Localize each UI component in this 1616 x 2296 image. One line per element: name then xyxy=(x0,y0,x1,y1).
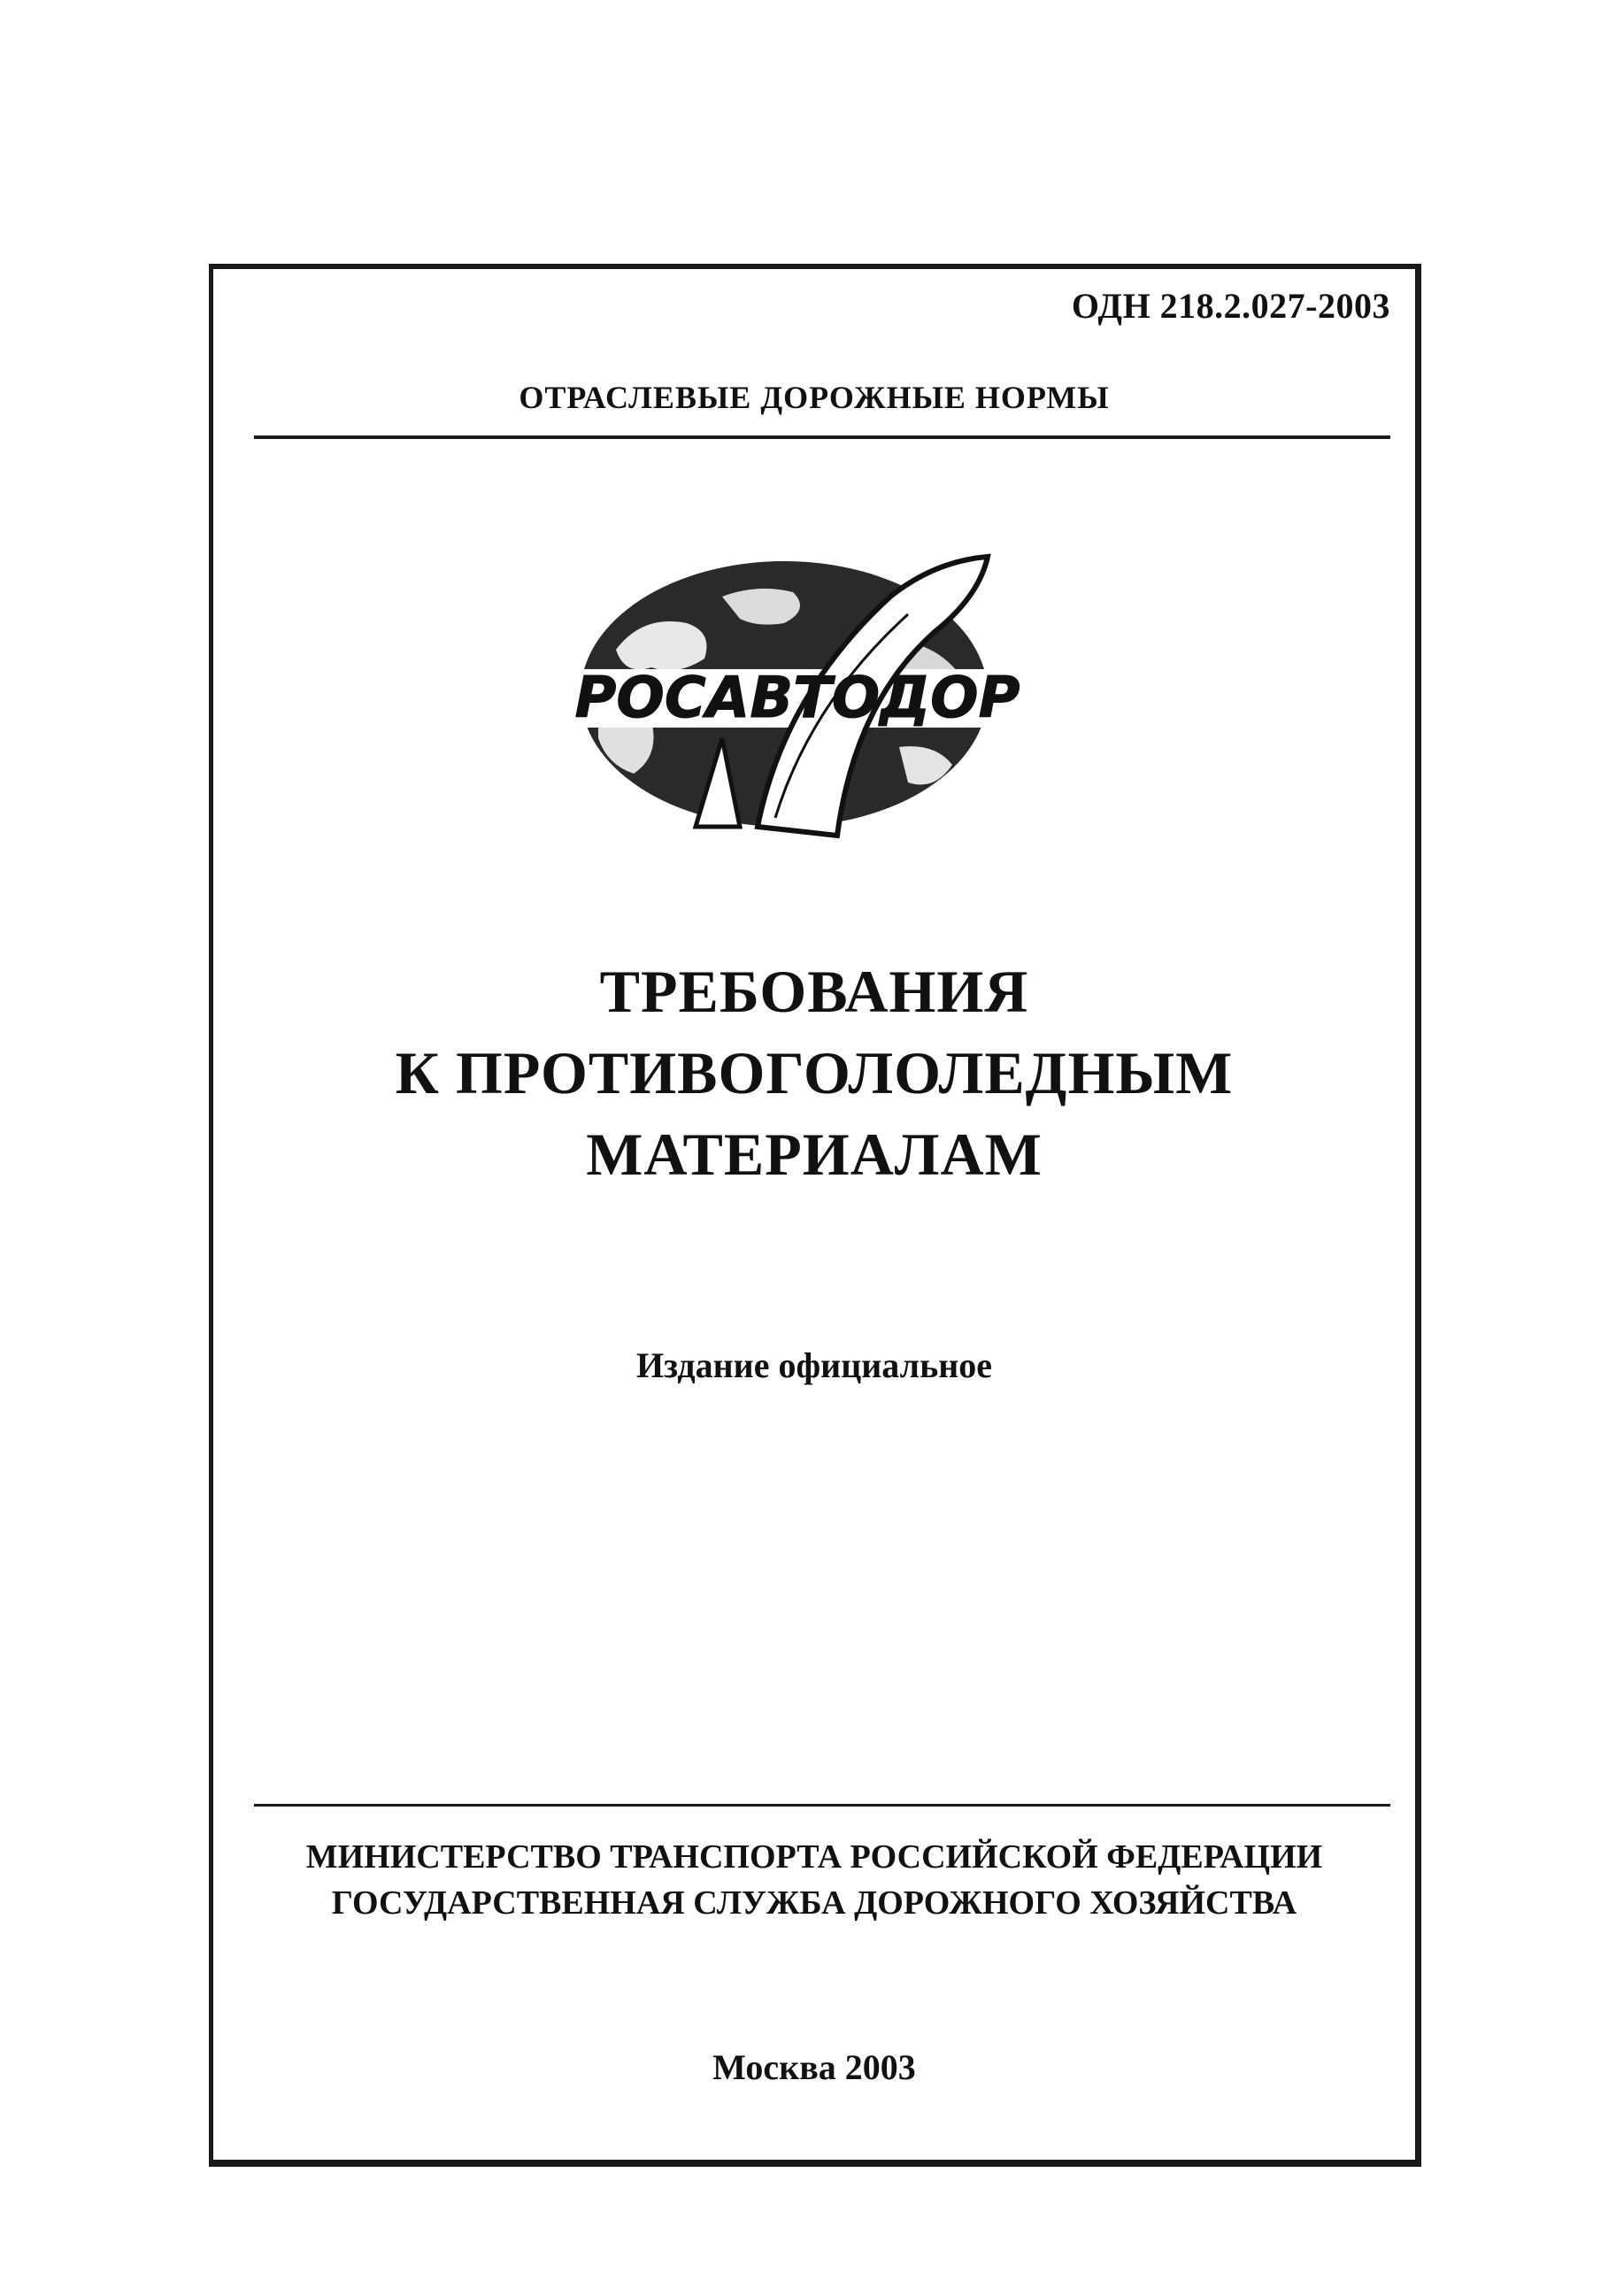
edition-label: Издание официальное xyxy=(635,1345,993,1385)
ministry-block xyxy=(213,1834,1415,1926)
document-code: ОДН 218.2.027-2003 xyxy=(1071,286,1390,326)
top-divider xyxy=(254,435,1390,439)
title-line-1: ТРЕБОВАНИЯ xyxy=(599,958,1029,1025)
document-series: ОТРАСЛЕВЫЕ ДОРОЖНЫЕ НОРМЫ xyxy=(519,380,1110,415)
document-title xyxy=(213,951,1415,1195)
cover-frame xyxy=(209,264,1421,2167)
rosavtodor-logo xyxy=(519,543,1067,844)
ministry-line-1: МИНИСТЕРСТВО ТРАНСПОРТА РОССИЙСКОЙ ФЕДЕРАЦИИ xyxy=(305,1838,1323,1876)
city-year: Москва 2003 xyxy=(712,2047,916,2087)
title-line-2: К ПРОТИВОГОЛОЛЕДНЫМ xyxy=(395,1039,1234,1106)
logo-text: РОСАВТОДОР xyxy=(574,666,1020,731)
title-line-3: МАТЕРИАЛАМ xyxy=(586,1121,1043,1188)
globe-with-road-icon xyxy=(519,543,1067,844)
bottom-divider xyxy=(254,1804,1390,1807)
ministry-line-2: ГОСУДАРСТВЕННАЯ СЛУЖБА ДОРОЖНОГО ХОЗЯЙСТВА xyxy=(331,1884,1297,1922)
